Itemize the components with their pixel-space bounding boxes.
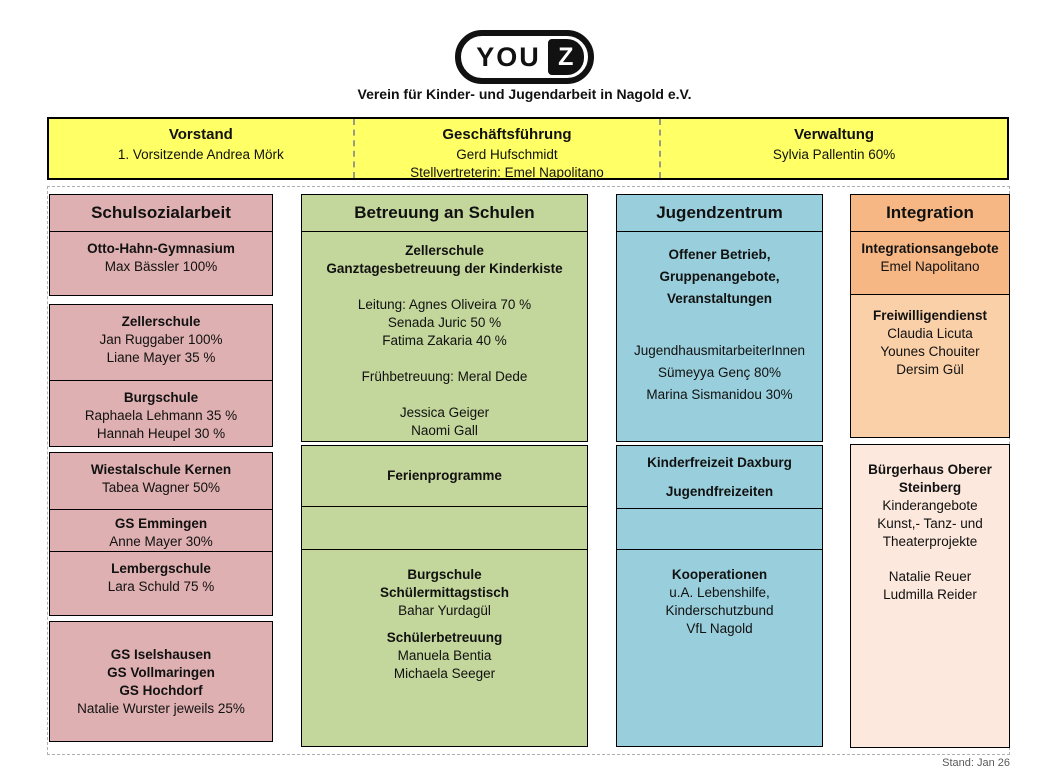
org-box bbox=[616, 445, 823, 509]
org-box-line: Naomi Gall bbox=[411, 423, 478, 438]
banner-section-2 bbox=[353, 119, 660, 178]
org-box bbox=[616, 231, 823, 442]
org-box-line: Sümeyya Genç 80% bbox=[657, 365, 782, 380]
org-box-line: Dersim Gül bbox=[896, 362, 964, 377]
org-box-line: Hannah Heupel 30 % bbox=[96, 426, 226, 441]
org-box-line: Younes Chouiter bbox=[880, 344, 980, 359]
org-box bbox=[301, 549, 588, 747]
logo-you-text: YOU bbox=[476, 42, 541, 72]
columns-area bbox=[47, 186, 1010, 755]
org-box-line: VfL Nagold bbox=[686, 621, 753, 636]
banner-section-line: Gerd Hufschmidt bbox=[456, 147, 558, 162]
org-box-line: Zellerschule bbox=[121, 314, 201, 329]
org-box-line: Ferienprogramme bbox=[387, 468, 502, 483]
org-box-line: Liane Mayer 35 % bbox=[106, 350, 216, 365]
org-box-line: Tabea Wagner 50% bbox=[101, 480, 221, 495]
org-box bbox=[301, 506, 588, 550]
org-box bbox=[850, 294, 1010, 438]
org-box-line: Claudia Licuta bbox=[887, 326, 973, 341]
spacer bbox=[302, 350, 587, 368]
org-box-line: Michaela Seeger bbox=[393, 666, 496, 681]
org-box-line: Lembergschule bbox=[111, 561, 211, 576]
org-box bbox=[850, 444, 1010, 748]
org-box-line: Jugendfreizeiten bbox=[665, 484, 774, 499]
org-box bbox=[49, 380, 273, 447]
org-box-line: Raphaela Lehmann 35 % bbox=[84, 408, 238, 423]
status-date: Stand: Jan 26 bbox=[942, 757, 1010, 769]
org-box bbox=[49, 452, 273, 510]
org-box-line: Veranstaltungen bbox=[666, 291, 773, 306]
org-box bbox=[301, 231, 588, 442]
org-box-line: Freiwilligendienst bbox=[872, 308, 988, 323]
banner-section-title: Vorstand bbox=[168, 126, 233, 143]
org-box-line: Bahar Yurdagül bbox=[398, 603, 491, 618]
org-box-line: Kunst,- Tanz- und bbox=[877, 516, 983, 531]
org-box-line: Bürgerhaus Oberer bbox=[868, 462, 992, 477]
spacer bbox=[302, 620, 587, 629]
org-box-line: Kinderfreizeit Daxburg bbox=[647, 455, 792, 470]
org-box-line: u.A. Lebenshilfe, bbox=[669, 585, 770, 600]
org-box-line: Leitung: Agnes Oliveira 70 % bbox=[357, 297, 532, 312]
org-box-line: Burgschule bbox=[407, 567, 482, 582]
org-box-line: Lara Schuld 75 % bbox=[107, 579, 215, 594]
org-box-line: Jessica Geiger bbox=[399, 405, 490, 420]
banner bbox=[47, 117, 1009, 180]
org-box-line: Jan Ruggaber 100% bbox=[99, 332, 223, 347]
org-box-line: GS Vollmaringen bbox=[107, 664, 215, 680]
org-box-line: Kinderangebote bbox=[882, 498, 978, 513]
org-box bbox=[616, 508, 823, 550]
org-box-line: Steinberg bbox=[898, 480, 962, 495]
org-box bbox=[301, 445, 588, 507]
org-box bbox=[850, 231, 1010, 295]
org-box-line: GS Hochdorf bbox=[119, 682, 203, 698]
banner-section-line: Sylvia Pallentin 60% bbox=[772, 147, 896, 162]
org-box bbox=[49, 621, 273, 742]
banner-section-title: Verwaltung bbox=[794, 126, 875, 143]
org-box-line: Ludmilla Reider bbox=[883, 587, 977, 602]
org-box-line: Schülerbetreuung bbox=[386, 630, 503, 645]
spacer bbox=[302, 386, 587, 404]
column-header-jugendzentrum: Jugendzentrum bbox=[616, 194, 823, 232]
banner-section-3 bbox=[659, 119, 1007, 178]
banner-section-1 bbox=[49, 119, 353, 178]
banner-section-line: 1. Vorsitzende Andrea Mörk bbox=[117, 147, 284, 162]
org-box-line: Burgschule bbox=[123, 390, 199, 405]
org-box-line: Schülermittagstisch bbox=[379, 585, 510, 600]
column-header-schulsozialarbeit: Schulsozialarbeit bbox=[49, 194, 273, 232]
org-box-line: Wiestalschule Kernen bbox=[90, 462, 232, 477]
org-box bbox=[49, 304, 273, 381]
org-box bbox=[49, 231, 273, 296]
org-box-line: Max Bässler 100% bbox=[104, 259, 218, 274]
page-title: Verein für Kinder- und Jugendarbeit in Nagold e.V. bbox=[357, 86, 692, 102]
org-box-line: Theaterprojekte bbox=[882, 534, 978, 549]
org-box-line: Fatima Zakaria 40 % bbox=[382, 333, 507, 348]
spacer bbox=[617, 472, 822, 483]
org-box-line: Manuela Bentia bbox=[397, 648, 492, 663]
column-header-integration: Integration bbox=[850, 194, 1010, 232]
banner-section-title: Geschäftsführung bbox=[442, 126, 572, 143]
org-box-line: Zellerschule bbox=[405, 243, 484, 258]
org-box-line: Ganztagesbetreuung der Kinderkiste bbox=[326, 261, 563, 276]
logo-container bbox=[0, 30, 1049, 84]
column-schulsozialarbeit bbox=[49, 194, 273, 742]
banner-section-line: Stellvertreterin: Emel Napolitano bbox=[410, 165, 604, 180]
org-box-line: Emel Napolitano bbox=[880, 259, 980, 274]
org-box-line: Natalie Reuer bbox=[888, 569, 972, 584]
spacer bbox=[617, 310, 822, 340]
org-box bbox=[49, 509, 273, 552]
org-box-line: Kinderschutzbund bbox=[665, 603, 774, 618]
org-box-line: JugendhausmitarbeiterInnen bbox=[633, 343, 806, 358]
org-box-line: Offener Betrieb, bbox=[668, 247, 771, 262]
column-integration bbox=[850, 194, 1010, 748]
column-header-betreuung-an-schulen: Betreuung an Schulen bbox=[301, 194, 588, 232]
org-box-line: Otto-Hahn-Gymnasium bbox=[87, 241, 235, 256]
org-box-line: Anne Mayer 30% bbox=[109, 534, 213, 549]
org-box-line: Integrationsangebote bbox=[861, 241, 999, 256]
spacer bbox=[302, 278, 587, 296]
spacer bbox=[851, 551, 1009, 568]
org-box-line: GS Emmingen bbox=[114, 516, 208, 531]
org-box-line: Gruppenangebote, bbox=[659, 269, 780, 284]
org-box bbox=[616, 549, 823, 747]
youz-logo-icon bbox=[455, 30, 594, 84]
org-box bbox=[49, 551, 273, 616]
org-box-line: Senada Juric 50 % bbox=[387, 315, 502, 330]
column-betreuung-an-schulen bbox=[301, 194, 588, 747]
org-box-line: Frühbetreuung: Meral Dede bbox=[361, 369, 528, 384]
org-box-line: Natalie Wurster jeweils 25% bbox=[77, 700, 245, 716]
logo-z-badge: Z bbox=[548, 39, 584, 75]
column-jugendzentrum bbox=[616, 194, 823, 747]
org-box-line: Marina Sismanidou 30% bbox=[646, 387, 793, 402]
org-box-line: GS Iselshausen bbox=[110, 646, 212, 662]
org-box-line: Kooperationen bbox=[671, 567, 768, 582]
